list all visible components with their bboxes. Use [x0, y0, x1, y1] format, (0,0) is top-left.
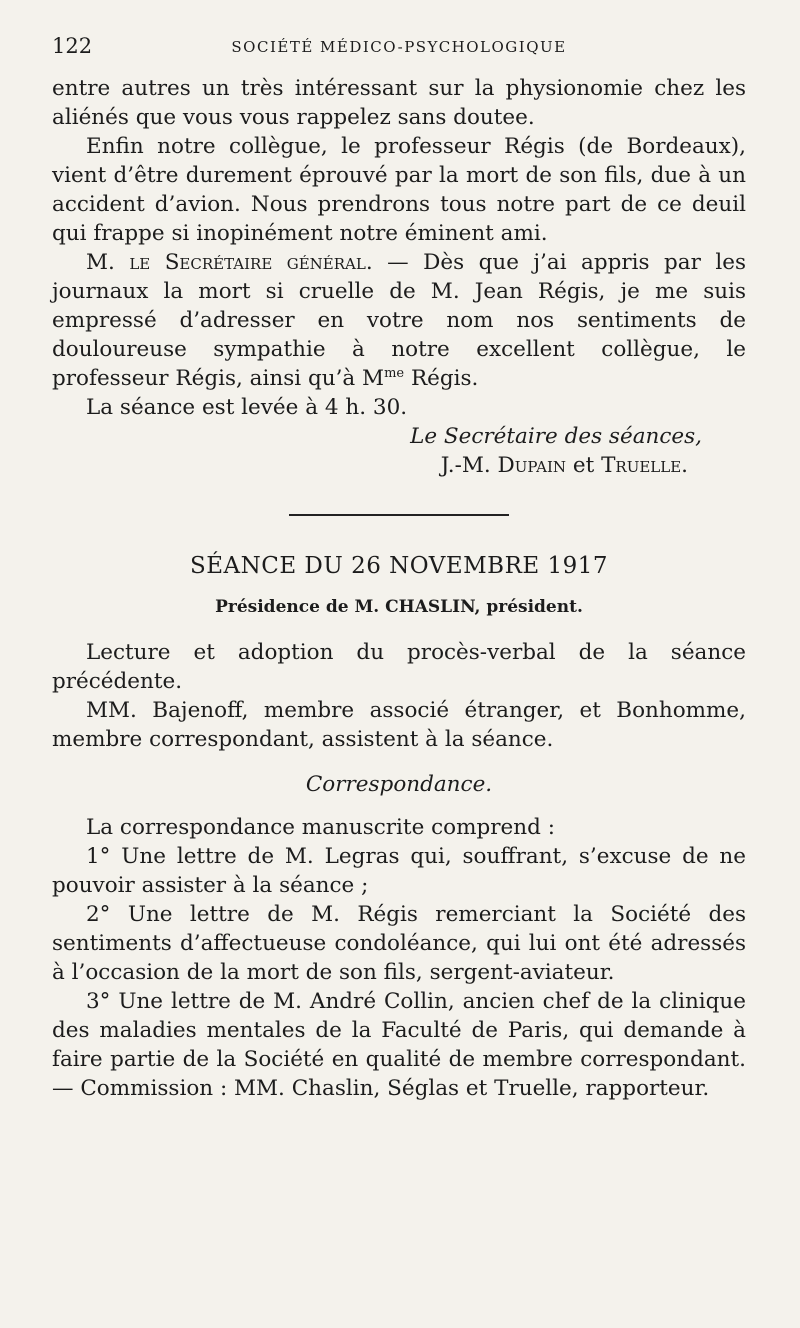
page-number: 122	[52, 34, 93, 58]
paragraph: Lecture et adoption du procès-verbal de la séance précédente.	[52, 640, 746, 694]
signature-name-1: Dupain	[497, 453, 567, 478]
signature-names	[52, 451, 746, 480]
session-title: SÉANCE DU 26 NOVEMBRE 1917	[189, 553, 609, 579]
running-header	[52, 34, 746, 58]
paragraph: entre autres un très intéressant sur la physionomie chez les aliénés que vous vous rappelez sans doutee.	[52, 76, 746, 130]
signature-connector: et	[566, 453, 602, 478]
section-heading: Correspondance.	[305, 772, 493, 797]
paragraph: La séance est levée à 4 h. 30.	[86, 395, 408, 420]
paragraph-text: — Dès que j’ai appris par les journaux la mort si cruelle de M. Jean Régis, je me suis empressé d’adresser en votre nom nos sentiments de douloureuse sympathie à notre excellent collègue, le professeur Régis, ainsi qu’à M	[52, 250, 747, 391]
paragraph: Enfin notre collègue, le professeur Régis (de Bordeaux), vient d’être durement éprouvé par la mort de son fils, due à un accident d’avion. Nous prendrons tous notre part de ce deuil qui frappe si inopinément notre éminent ami.	[52, 134, 746, 246]
list-item: 2° Une lettre de M. Régis remerciant la Société des sentiments d’affectueuse condoléance, qui lui ont été adressés à l’occasion de la mort de son fils, sergent-aviateur.	[52, 902, 746, 985]
signature-name-2: Truelle.	[601, 453, 688, 478]
list-item: 1° Une lettre de M. Legras qui, souffrant, s’excuse de ne pouvoir assister à la séance ;	[52, 844, 746, 898]
paragraph: La correspondance manuscrite comprend :	[86, 815, 555, 840]
signature-role	[52, 422, 746, 451]
paragraph: MM. Bajenoff, membre associé étranger, et Bonhomme, membre correspondant, assistent à la séance.	[52, 698, 746, 752]
section-divider	[289, 514, 509, 516]
signature-role-text: Le Secrétaire des séances,	[410, 424, 702, 449]
superscript: me	[384, 365, 405, 381]
speaker-label: M. le Secrétaire général.	[86, 250, 373, 275]
list-item: 3° Une lettre de M. André Collin, ancien chef de la clinique des maladies mentales de la Faculté de Paris, qui demande à faire partie de la Société en qualité de membre correspondant. — Commission : MM. Chaslin, Séglas et Truelle, rapporteur.	[52, 989, 746, 1101]
paragraph-secretary	[52, 248, 746, 393]
running-title: SOCIÉTÉ MÉDICO-PSYCHOLOGIQUE	[231, 38, 567, 56]
body-text	[52, 74, 746, 1103]
signature-prefix: J.-M.	[440, 453, 498, 478]
paragraph-text-end: Régis.	[404, 366, 479, 391]
presidency-line: Présidence de M. CHASLIN, président.	[215, 597, 583, 617]
